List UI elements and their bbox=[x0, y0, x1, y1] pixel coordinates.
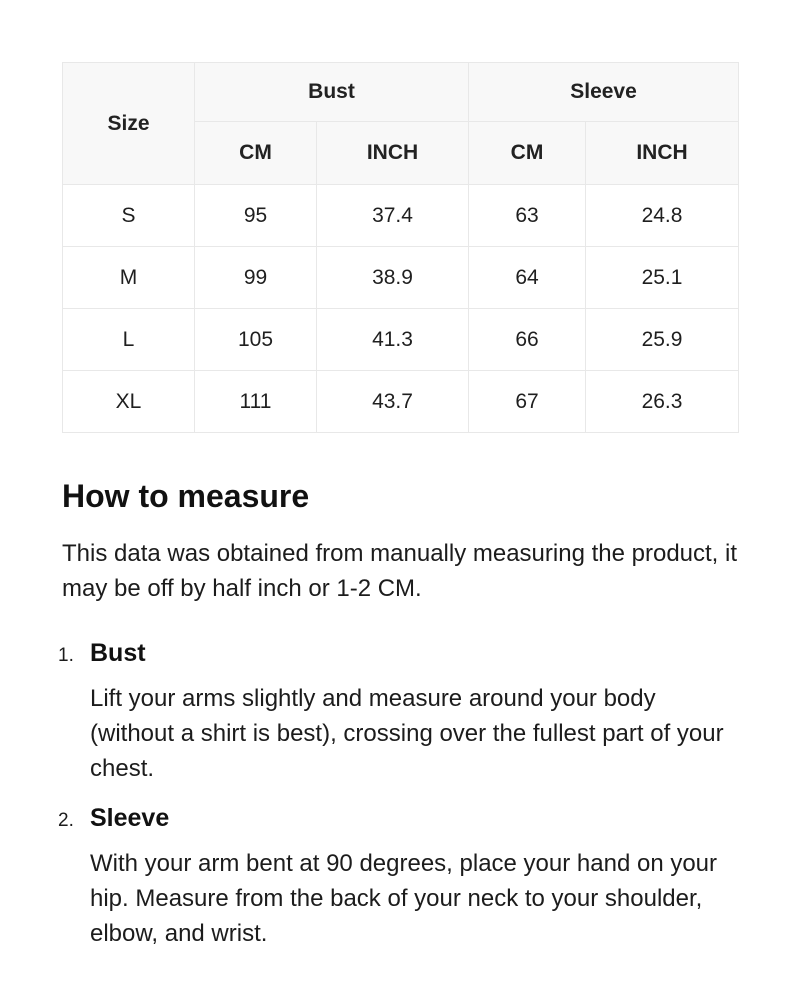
bust-cm-cell: 99 bbox=[195, 247, 317, 309]
sleeve-cm-cell: 67 bbox=[469, 371, 586, 433]
size-column-header: Size bbox=[63, 63, 195, 185]
bust-inch-cell: 37.4 bbox=[317, 185, 469, 247]
bust-inch-cell: 43.7 bbox=[317, 371, 469, 433]
bust-cm-cell: 111 bbox=[195, 371, 317, 433]
measure-step-sleeve bbox=[58, 803, 738, 951]
sleeve-inch-cell: 26.3 bbox=[586, 371, 739, 433]
table-row-m bbox=[63, 247, 739, 309]
sleeve-cm-cell: 66 bbox=[469, 309, 586, 371]
sleeve-cm-cell: 63 bbox=[469, 185, 586, 247]
sleeve-cm-cell: 64 bbox=[469, 247, 586, 309]
sleeve-cm-header: CM bbox=[469, 122, 586, 185]
sleeve-inch-cell: 25.1 bbox=[586, 247, 739, 309]
measure-step-bust bbox=[58, 638, 738, 786]
size-cell: L bbox=[63, 309, 195, 371]
table-row-l bbox=[63, 309, 739, 371]
size-cell: S bbox=[63, 185, 195, 247]
step-number: 2. bbox=[58, 810, 74, 832]
step-title-sleeve: Sleeve bbox=[90, 804, 170, 833]
bust-inch-cell: 38.9 bbox=[317, 247, 469, 309]
measure-steps-list bbox=[58, 638, 738, 951]
size-chart-body bbox=[63, 185, 739, 433]
sleeve-inch-header: INCH bbox=[586, 122, 739, 185]
size-chart-table bbox=[62, 62, 739, 433]
table-row-s bbox=[63, 185, 739, 247]
bust-cm-header: CM bbox=[195, 122, 317, 185]
how-to-measure-title: How to measure bbox=[62, 478, 310, 514]
bust-inch-header: INCH bbox=[317, 122, 469, 185]
sleeve-group-header: Sleeve bbox=[469, 63, 739, 122]
table-header-group-row bbox=[63, 63, 739, 122]
step-description-sleeve: With your arm bent at 90 degrees, place your hand on your hip. Measure from the back of your neck to your shoulder, elbow, and wrist. bbox=[90, 850, 718, 948]
size-cell: XL bbox=[63, 371, 195, 433]
size-cell: M bbox=[63, 247, 195, 309]
measure-intro-text: This data was obtained from manually measuring the product, it may be off by half inch or 1-2 CM. bbox=[62, 540, 738, 603]
bust-cm-cell: 105 bbox=[195, 309, 317, 371]
sleeve-inch-cell: 25.9 bbox=[586, 309, 739, 371]
bust-cm-cell: 95 bbox=[195, 185, 317, 247]
bust-inch-cell: 41.3 bbox=[317, 309, 469, 371]
sleeve-inch-cell: 24.8 bbox=[586, 185, 739, 247]
bust-group-header: Bust bbox=[195, 63, 469, 122]
step-number: 1. bbox=[58, 645, 74, 667]
step-title-bust: Bust bbox=[90, 639, 146, 668]
table-row-xl bbox=[63, 371, 739, 433]
step-description-bust: Lift your arms slightly and measure around your body (without a shirt is best), crossing over the fullest part of your chest. bbox=[90, 685, 724, 783]
step-content bbox=[90, 803, 738, 951]
size-chart-header bbox=[63, 63, 739, 185]
step-content bbox=[90, 638, 738, 786]
